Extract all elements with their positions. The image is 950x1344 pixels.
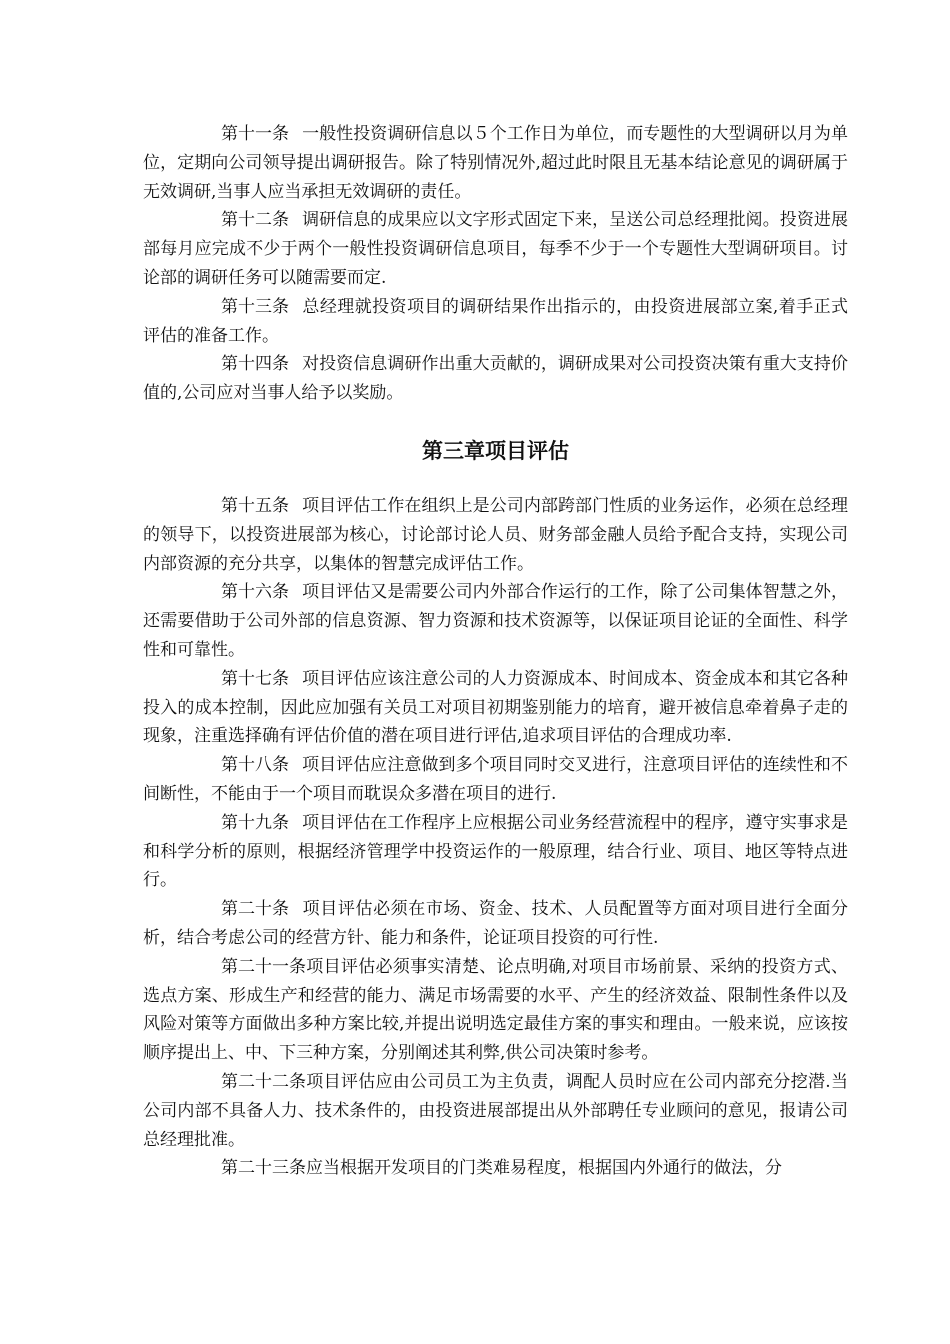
article-number: 第十九条 [221, 812, 289, 833]
article-paragraph [143, 809, 848, 895]
article-text: 对投资信息调研作出重大贡献的，调研成果对公司投资决策有重大支持价值的,公司应对当事人给予以奖励。 [143, 354, 848, 404]
article-text: 项目评估在工作程序上应根据公司业务经营流程中的程序，遵守实事求是和科学分析的原则，根据经济管理学中投资运作的一般原理，结合行业、项目、地区等特点进行。 [143, 812, 848, 891]
article-number: 第十二条 [221, 210, 289, 231]
article-paragraph [143, 953, 848, 1068]
chapter-title: 第三章项目评估 [422, 438, 569, 463]
article-number: 第十五条 [221, 495, 289, 516]
article-number: 第十四条 [221, 354, 289, 375]
article-text: 总经理就投资项目的调研结果作出指示的，由投资进展部立案,着手正式评估的准备工作。 [143, 296, 848, 346]
article-number: 第十六条 [221, 582, 289, 603]
article-paragraph [143, 1068, 848, 1154]
article-paragraph [143, 206, 848, 292]
article-text: 项目评估工作在组织上是公司内部跨部门性质的业务运作，必须在总经理的领导下，以投资进展部为核心，讨论部讨论人员、财务部金融人员给予配合支持，实现公司内部资源的充分共享，以集体的智慧完成评估工作。 [143, 495, 848, 574]
article-paragraph [143, 350, 848, 408]
article-text: 一般性投资调研信息以５个工作日为单位，而专题性的大型调研以月为单位，定期向公司领导提出调研报告。除了特别情况外,超过此时限且无基本结论意见的调研属于无效调研,当事人应当承担无效调研的责任。 [143, 124, 848, 202]
article-number: 第二十三条 [221, 1158, 306, 1179]
article-text: 项目评估应由公司员工为主负责，调配人员时应在公司内部充分挖潜.当公司内部不具备人力、技术条件的，由投资进展部提出从外部聘任专业顾问的意见，报请公司总经理批准。 [143, 1071, 848, 1150]
article-paragraph [143, 120, 848, 206]
article-number: 第二十二条 [221, 1071, 306, 1092]
article-text: 项目评估必须事实清楚、论点明确,对项目市场前景、采纳的投资方式、选点方案、形成生产和经营的能力、满足市场需要的水平、产生的经济效益、限制性条件以及风险对策等方面做出多种方案比较,并提出说明选定最佳方案的事实和理由。一般来说，应该按顺序提出上、中、下三种方案，分别阐述其利弊,供公司决策时参考。 [143, 956, 848, 1064]
article-text: 项目评估必须在市场、资金、技术、人员配置等方面对项目进行全面分析，结合考虑公司的经营方针、能力和条件，论证项目投资的可行性. [143, 899, 848, 948]
article-paragraph [143, 492, 848, 578]
article-paragraph [143, 895, 848, 953]
article-text: 项目评估应注意做到多个项目同时交叉进行，注意项目评估的连续性和不间断性，不能由于一个项目而耽误众多潜在项目的进行. [143, 755, 848, 804]
articles-section-a [143, 120, 848, 408]
article-paragraph [143, 665, 848, 751]
article-paragraph [143, 293, 848, 351]
article-number: 第二十条 [221, 899, 289, 920]
article-number: 第十一条 [221, 124, 289, 144]
article-paragraph [143, 751, 848, 809]
article-number: 第二十一条 [221, 956, 306, 977]
article-text: 调研信息的成果应以文字形式固定下来，呈送公司总经理批阅。投资进展部每月应完成不少于两个一般性投资调研信息项目，每季不少于一个专题性大型调研项目。讨论部的调研任务可以随需要而定. [143, 210, 848, 288]
article-number: 第十八条 [221, 755, 289, 776]
document-page [143, 120, 848, 1183]
article-number: 第十三条 [221, 296, 289, 317]
article-paragraph [143, 578, 848, 664]
article-text: 项目评估又是需要公司内外部合作运行的工作，除了公司集体智慧之外，还需要借助于公司外部的信息资源、智力资源和技术资源等，以保证项目论证的全面性、科学性和可靠性。 [143, 582, 848, 660]
article-paragraph [143, 1154, 848, 1183]
article-number: 第十七条 [221, 668, 289, 689]
articles-section-b [143, 492, 848, 1183]
article-text: 应当根据开发项目的门类难易程度，根据国内外通行的做法，分 [306, 1158, 782, 1179]
article-text: 项目评估应该注意公司的人力资源成本、时间成本、资金成本和其它各种投入的成本控制，因此应加强有关员工对项目初期鉴别能力的培育，避开被信息牵着鼻子走的现象，注重选择确有评估价值的潜在项目进行评估,追求项目评估的合理成功率. [143, 668, 848, 747]
